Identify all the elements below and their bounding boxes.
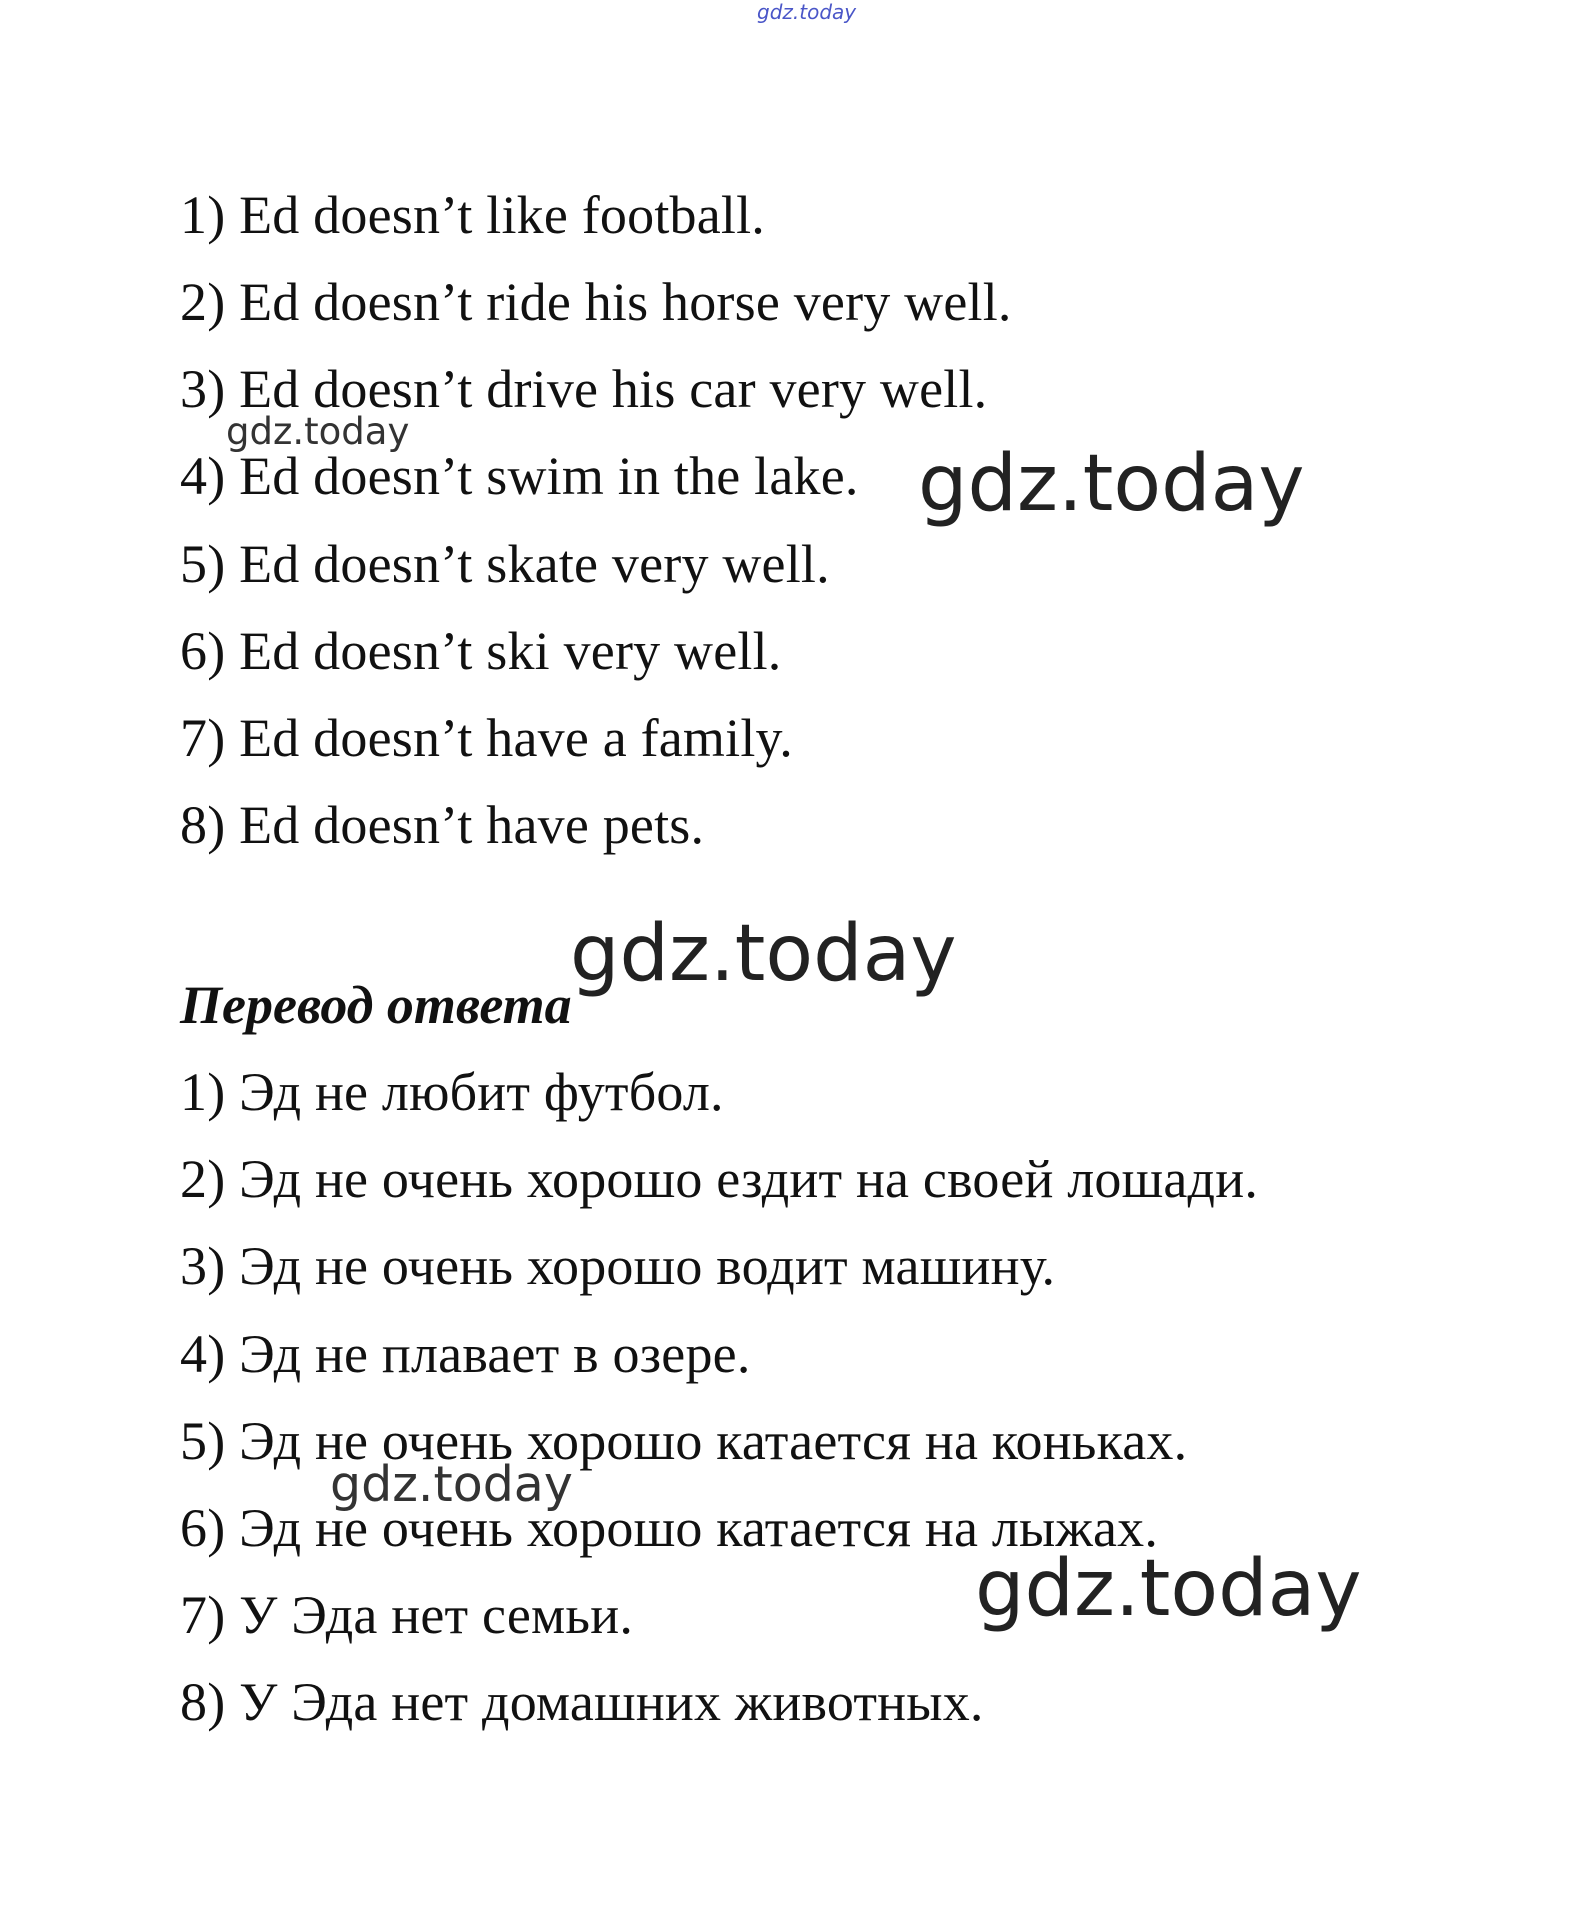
russian-translation-6: 6) Эд не очень хорошо катается на лыжах.	[180, 1498, 1159, 1558]
russian-translation-7: 7) У Эда нет семьи.	[180, 1585, 634, 1645]
watermark-small-1: gdz.today	[226, 410, 410, 453]
watermark-top: gdz.today	[757, 0, 857, 24]
russian-translation-3: 3) Эд не очень хорошо водит машину.	[180, 1236, 1056, 1296]
english-answer-6: 6) Ed doesn’t ski very well.	[180, 621, 782, 681]
russian-translation-1: 1) Эд не любит футбол.	[180, 1062, 724, 1122]
english-answer-8: 8) Ed doesn’t have pets.	[180, 795, 705, 855]
english-answer-7: 7) Ed doesn’t have a family.	[180, 708, 793, 768]
russian-translation-4: 4) Эд не плавает в озере.	[180, 1324, 751, 1384]
english-answer-4: 4) Ed doesn’t swim in the lake.	[180, 446, 859, 506]
english-answer-1: 1) Ed doesn’t like football.	[180, 185, 765, 245]
watermark-large-1: gdz.today	[918, 439, 1305, 529]
watermark-small-2: gdz.today	[330, 1456, 573, 1513]
russian-translation-8: 8) У Эда нет домашних животных.	[180, 1672, 984, 1732]
watermark-large-2: gdz.today	[570, 909, 957, 999]
english-answer-3: 3) Ed doesn’t drive his car very well.	[180, 359, 988, 419]
translation-heading: Перевод ответа	[180, 975, 572, 1035]
watermark-large-3: gdz.today	[975, 1544, 1362, 1634]
english-answer-2: 2) Ed doesn’t ride his horse very well.	[180, 272, 1012, 332]
russian-translation-5: 5) Эд не очень хорошо катается на коньках.	[180, 1411, 1188, 1471]
russian-translation-2: 2) Эд не очень хорошо ездит на своей лошади.	[180, 1149, 1259, 1209]
english-answer-5: 5) Ed doesn’t skate very well.	[180, 534, 830, 594]
